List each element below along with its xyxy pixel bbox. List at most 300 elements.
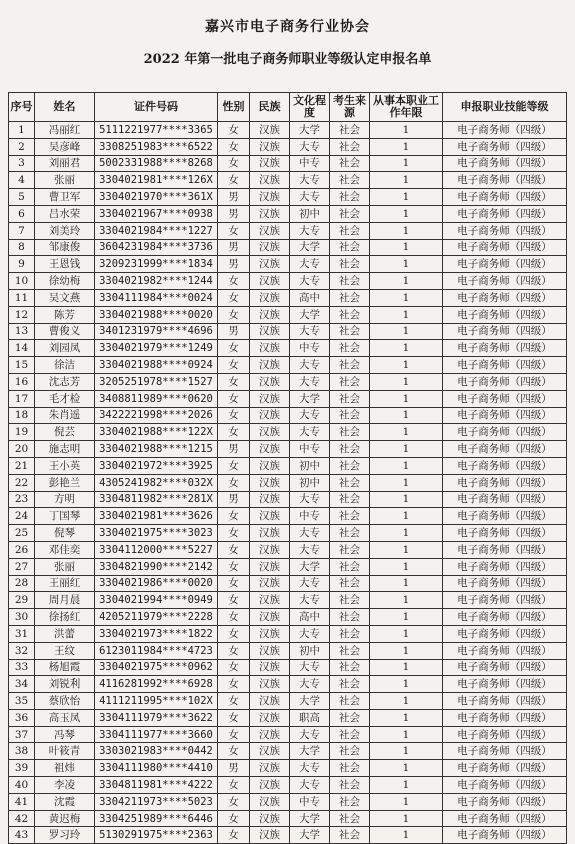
cell-ethnicity: 汉族 <box>250 441 290 458</box>
cell-ethnicity: 汉族 <box>250 827 290 844</box>
table-row <box>9 407 567 424</box>
cell-skill: 电子商务师（四级） <box>443 340 567 357</box>
cell-id: 3308251983****6522 <box>95 138 218 155</box>
cell-ethnicity: 汉族 <box>250 273 290 290</box>
cell-education: 大学 <box>290 239 330 256</box>
cell-ethnicity: 汉族 <box>250 205 290 222</box>
table-row <box>9 676 567 693</box>
cell-seq: 1 <box>9 122 35 139</box>
cell-years: 1 <box>370 760 443 777</box>
table-row <box>9 575 567 592</box>
cell-seq: 16 <box>9 373 35 390</box>
cell-seq: 9 <box>9 256 35 273</box>
cell-years: 1 <box>370 642 443 659</box>
cell-years: 1 <box>370 256 443 273</box>
cell-source: 社会 <box>330 726 370 743</box>
cell-source: 社会 <box>330 525 370 542</box>
cell-id: 3304021981****3626 <box>95 508 218 525</box>
cell-source: 社会 <box>330 659 370 676</box>
cell-source: 社会 <box>330 172 370 189</box>
cell-seq: 36 <box>9 709 35 726</box>
cell-education: 大学 <box>290 122 330 139</box>
cell-id: 3304021975****3023 <box>95 525 218 542</box>
cell-ethnicity: 汉族 <box>250 172 290 189</box>
cell-source: 社会 <box>330 642 370 659</box>
cell-skill: 电子商务师（四级） <box>443 122 567 139</box>
cell-seq: 40 <box>9 777 35 794</box>
cell-years: 1 <box>370 340 443 357</box>
cell-seq: 7 <box>9 222 35 239</box>
cell-seq: 5 <box>9 189 35 206</box>
cell-ethnicity: 汉族 <box>250 592 290 609</box>
cell-education: 职高 <box>290 709 330 726</box>
cell-seq: 30 <box>9 609 35 626</box>
cell-gender: 女 <box>218 558 250 575</box>
cell-gender: 女 <box>218 474 250 491</box>
cell-years: 1 <box>370 390 443 407</box>
cell-gender: 男 <box>218 256 250 273</box>
cell-name: 沈志芳 <box>35 373 95 390</box>
cell-source: 社会 <box>330 155 370 172</box>
cell-source: 社会 <box>330 760 370 777</box>
cell-skill: 电子商务师（四级） <box>443 659 567 676</box>
cell-ethnicity: 汉族 <box>250 743 290 760</box>
table-row <box>9 441 567 458</box>
cell-education: 大专 <box>290 625 330 642</box>
cell-years: 1 <box>370 373 443 390</box>
cell-skill: 电子商务师（四级） <box>443 760 567 777</box>
cell-skill: 电子商务师（四级） <box>443 525 567 542</box>
cell-gender: 女 <box>218 827 250 844</box>
cell-years: 1 <box>370 189 443 206</box>
cell-gender: 女 <box>218 340 250 357</box>
table-row <box>9 726 567 743</box>
cell-id: 3304021970****361X <box>95 189 218 206</box>
cell-education: 中专 <box>290 508 330 525</box>
cell-skill: 电子商务师（四级） <box>443 558 567 575</box>
cell-source: 社会 <box>330 373 370 390</box>
cell-gender: 女 <box>218 810 250 827</box>
cell-education: 大专 <box>290 541 330 558</box>
document-subtitle: 2022 年第一批电子商务师职业等级认定申报名单 <box>143 52 432 67</box>
cell-years: 1 <box>370 424 443 441</box>
cell-skill: 电子商务师（四级） <box>443 407 567 424</box>
cell-id: 3304021981****126X <box>95 172 218 189</box>
cell-source: 社会 <box>330 558 370 575</box>
cell-ethnicity: 汉族 <box>250 390 290 407</box>
cell-source: 社会 <box>330 592 370 609</box>
cell-seq: 14 <box>9 340 35 357</box>
cell-ethnicity: 汉族 <box>250 541 290 558</box>
table-row <box>9 155 567 172</box>
cell-gender: 女 <box>218 357 250 374</box>
cell-skill: 电子商务师（四级） <box>443 642 567 659</box>
cell-name: 张丽 <box>35 558 95 575</box>
cell-years: 1 <box>370 457 443 474</box>
cell-name: 刘园凤 <box>35 340 95 357</box>
cell-skill: 电子商务师（四级） <box>443 491 567 508</box>
cell-ethnicity: 汉族 <box>250 457 290 474</box>
cell-education: 大学 <box>290 558 330 575</box>
cell-gender: 女 <box>218 609 250 626</box>
table-row <box>9 642 567 659</box>
cell-years: 1 <box>370 810 443 827</box>
cell-name: 冯丽红 <box>35 122 95 139</box>
cell-education: 中专 <box>290 793 330 810</box>
cell-gender: 女 <box>218 693 250 710</box>
cell-education: 大专 <box>290 676 330 693</box>
cell-seq: 24 <box>9 508 35 525</box>
cell-ethnicity: 汉族 <box>250 424 290 441</box>
cell-id: 3304811981****4222 <box>95 777 218 794</box>
cell-name: 朱肖遥 <box>35 407 95 424</box>
cell-name: 刘丽君 <box>35 155 95 172</box>
cell-source: 社会 <box>330 709 370 726</box>
cell-seq: 17 <box>9 390 35 407</box>
cell-source: 社会 <box>330 222 370 239</box>
cell-education: 大专 <box>290 138 330 155</box>
cell-seq: 20 <box>9 441 35 458</box>
cell-education: 大专 <box>290 760 330 777</box>
cell-seq: 4 <box>9 172 35 189</box>
table-row <box>9 625 567 642</box>
header-source: 考生来源 <box>330 93 370 122</box>
cell-gender: 女 <box>218 709 250 726</box>
cell-ethnicity: 汉族 <box>250 122 290 139</box>
cell-skill: 电子商务师（四级） <box>443 609 567 626</box>
cell-name: 罗习玲 <box>35 827 95 844</box>
table-row <box>9 373 567 390</box>
cell-ethnicity: 汉族 <box>250 777 290 794</box>
cell-seq: 27 <box>9 558 35 575</box>
cell-ethnicity: 汉族 <box>250 709 290 726</box>
table-row <box>9 306 567 323</box>
cell-years: 1 <box>370 205 443 222</box>
cell-id: 3422221998****2026 <box>95 407 218 424</box>
header-years: 从事本职业工作年限 <box>370 93 443 122</box>
cell-source: 社会 <box>330 625 370 642</box>
cell-name: 邓佳奕 <box>35 541 95 558</box>
cell-gender: 女 <box>218 289 250 306</box>
cell-ethnicity: 汉族 <box>250 525 290 542</box>
cell-skill: 电子商务师（四级） <box>443 474 567 491</box>
cell-skill: 电子商务师（四级） <box>443 357 567 374</box>
table-row <box>9 693 567 710</box>
cell-seq: 3 <box>9 155 35 172</box>
table-row <box>9 256 567 273</box>
cell-gender: 女 <box>218 155 250 172</box>
table-row <box>9 222 567 239</box>
cell-education: 初中 <box>290 642 330 659</box>
cell-years: 1 <box>370 222 443 239</box>
cell-years: 1 <box>370 407 443 424</box>
cell-id: 3304021988****0020 <box>95 306 218 323</box>
cell-id: 5002331988****8268 <box>95 155 218 172</box>
cell-ethnicity: 汉族 <box>250 138 290 155</box>
cell-id: 3304211973****5023 <box>95 793 218 810</box>
cell-source: 社会 <box>330 541 370 558</box>
table-row <box>9 424 567 441</box>
cell-seq: 8 <box>9 239 35 256</box>
cell-id: 3304021972****3925 <box>95 457 218 474</box>
cell-seq: 22 <box>9 474 35 491</box>
cell-id: 3304112000****5227 <box>95 541 218 558</box>
cell-name: 洪蕾 <box>35 625 95 642</box>
cell-years: 1 <box>370 726 443 743</box>
cell-seq: 26 <box>9 541 35 558</box>
table-header-row <box>9 93 567 122</box>
cell-source: 社会 <box>330 676 370 693</box>
cell-id: 4111211995****102X <box>95 693 218 710</box>
cell-id: 5130291975****2363 <box>95 827 218 844</box>
table-row <box>9 122 567 139</box>
cell-gender: 女 <box>218 508 250 525</box>
cell-years: 1 <box>370 827 443 844</box>
cell-years: 1 <box>370 693 443 710</box>
cell-seq: 34 <box>9 676 35 693</box>
cell-skill: 电子商务师（四级） <box>443 457 567 474</box>
cell-source: 社会 <box>330 122 370 139</box>
cell-ethnicity: 汉族 <box>250 340 290 357</box>
cell-name: 王纹 <box>35 642 95 659</box>
cell-skill: 电子商务师（四级） <box>443 676 567 693</box>
cell-name: 王小英 <box>35 457 95 474</box>
cell-source: 社会 <box>330 793 370 810</box>
cell-skill: 电子商务师（四级） <box>443 155 567 172</box>
cell-gender: 女 <box>218 424 250 441</box>
cell-education: 初中 <box>290 205 330 222</box>
header-skill: 申报职业技能等级 <box>443 93 567 122</box>
applicant-table <box>8 92 567 844</box>
cell-seq: 13 <box>9 323 35 340</box>
cell-ethnicity: 汉族 <box>250 306 290 323</box>
cell-name: 彭艳兰 <box>35 474 95 491</box>
cell-source: 社会 <box>330 256 370 273</box>
cell-name: 徐幼梅 <box>35 273 95 290</box>
cell-source: 社会 <box>330 693 370 710</box>
table-row <box>9 558 567 575</box>
cell-skill: 电子商务师（四级） <box>443 289 567 306</box>
table-row <box>9 541 567 558</box>
table-row <box>9 239 567 256</box>
cell-gender: 男 <box>218 239 250 256</box>
cell-id: 3304021979****1249 <box>95 340 218 357</box>
cell-education: 大专 <box>290 592 330 609</box>
cell-id: 6123011984****4723 <box>95 642 218 659</box>
cell-source: 社会 <box>330 575 370 592</box>
cell-skill: 电子商务师（四级） <box>443 222 567 239</box>
cell-seq: 35 <box>9 693 35 710</box>
cell-ethnicity: 汉族 <box>250 810 290 827</box>
header-education: 文化程度 <box>290 93 330 122</box>
table-row <box>9 205 567 222</box>
cell-ethnicity: 汉族 <box>250 189 290 206</box>
cell-source: 社会 <box>330 323 370 340</box>
cell-id: 3304021967****0938 <box>95 205 218 222</box>
cell-ethnicity: 汉族 <box>250 289 290 306</box>
cell-years: 1 <box>370 777 443 794</box>
cell-gender: 男 <box>218 441 250 458</box>
cell-ethnicity: 汉族 <box>250 659 290 676</box>
cell-skill: 电子商务师（四级） <box>443 726 567 743</box>
cell-education: 中专 <box>290 340 330 357</box>
cell-years: 1 <box>370 575 443 592</box>
cell-source: 社会 <box>330 743 370 760</box>
cell-skill: 电子商务师（四级） <box>443 373 567 390</box>
cell-education: 大专 <box>290 726 330 743</box>
cell-gender: 女 <box>218 390 250 407</box>
cell-name: 曹卫军 <box>35 189 95 206</box>
cell-ethnicity: 汉族 <box>250 508 290 525</box>
cell-gender: 女 <box>218 592 250 609</box>
cell-education: 大专 <box>290 323 330 340</box>
cell-seq: 38 <box>9 743 35 760</box>
table-row <box>9 172 567 189</box>
cell-education: 大学 <box>290 827 330 844</box>
cell-ethnicity: 汉族 <box>250 793 290 810</box>
cell-source: 社会 <box>330 491 370 508</box>
table-row <box>9 777 567 794</box>
header-name: 姓名 <box>35 93 95 122</box>
cell-skill: 电子商务师（四级） <box>443 827 567 844</box>
table-row <box>9 390 567 407</box>
cell-gender: 女 <box>218 172 250 189</box>
cell-name: 沈霞 <box>35 793 95 810</box>
cell-seq: 25 <box>9 525 35 542</box>
cell-ethnicity: 汉族 <box>250 642 290 659</box>
cell-education: 大专 <box>290 525 330 542</box>
table-row <box>9 760 567 777</box>
table-row <box>9 827 567 844</box>
cell-education: 中专 <box>290 155 330 172</box>
cell-seq: 41 <box>9 793 35 810</box>
cell-gender: 女 <box>218 625 250 642</box>
cell-education: 大学 <box>290 390 330 407</box>
cell-id: 3304021988****0924 <box>95 357 218 374</box>
cell-years: 1 <box>370 609 443 626</box>
table-row <box>9 793 567 810</box>
cell-seq: 18 <box>9 407 35 424</box>
cell-id: 5111221977****3365 <box>95 122 218 139</box>
cell-years: 1 <box>370 138 443 155</box>
cell-ethnicity: 汉族 <box>250 474 290 491</box>
cell-education: 大专 <box>290 373 330 390</box>
cell-years: 1 <box>370 709 443 726</box>
cell-id: 3304111984****0024 <box>95 289 218 306</box>
cell-ethnicity: 汉族 <box>250 575 290 592</box>
cell-seq: 21 <box>9 457 35 474</box>
cell-id: 3304821990****2142 <box>95 558 218 575</box>
cell-years: 1 <box>370 474 443 491</box>
cell-name: 张丽 <box>35 172 95 189</box>
cell-source: 社会 <box>330 205 370 222</box>
cell-ethnicity: 汉族 <box>250 693 290 710</box>
cell-education: 大专 <box>290 575 330 592</box>
cell-ethnicity: 汉族 <box>250 357 290 374</box>
cell-skill: 电子商务师（四级） <box>443 138 567 155</box>
cell-source: 社会 <box>330 289 370 306</box>
cell-name: 冯琴 <box>35 726 95 743</box>
cell-education: 大专 <box>290 777 330 794</box>
cell-id: 3304111977****3660 <box>95 726 218 743</box>
cell-skill: 电子商务师（四级） <box>443 189 567 206</box>
table-row <box>9 457 567 474</box>
cell-gender: 女 <box>218 457 250 474</box>
cell-gender: 女 <box>218 407 250 424</box>
cell-id: 3304021994****0949 <box>95 592 218 609</box>
cell-source: 社会 <box>330 777 370 794</box>
cell-education: 初中 <box>290 474 330 491</box>
cell-gender: 男 <box>218 189 250 206</box>
cell-id: 3401231979****4696 <box>95 323 218 340</box>
cell-skill: 电子商务师（四级） <box>443 575 567 592</box>
cell-years: 1 <box>370 592 443 609</box>
cell-gender: 女 <box>218 726 250 743</box>
cell-education: 大学 <box>290 306 330 323</box>
cell-source: 社会 <box>330 508 370 525</box>
cell-seq: 11 <box>9 289 35 306</box>
table-row <box>9 592 567 609</box>
cell-years: 1 <box>370 172 443 189</box>
cell-education: 大学 <box>290 693 330 710</box>
cell-id: 4305241982****032X <box>95 474 218 491</box>
cell-years: 1 <box>370 306 443 323</box>
cell-years: 1 <box>370 558 443 575</box>
cell-name: 刘美玲 <box>35 222 95 239</box>
cell-name: 刘锐利 <box>35 676 95 693</box>
cell-id: 3304251989****6446 <box>95 810 218 827</box>
cell-gender: 女 <box>218 793 250 810</box>
cell-seq: 33 <box>9 659 35 676</box>
header-gender: 性别 <box>218 93 250 122</box>
cell-name: 方明 <box>35 491 95 508</box>
cell-id: 3304111979****3622 <box>95 709 218 726</box>
cell-ethnicity: 汉族 <box>250 760 290 777</box>
table-row <box>9 659 567 676</box>
cell-name: 王恩钱 <box>35 256 95 273</box>
cell-skill: 电子商务师（四级） <box>443 743 567 760</box>
cell-id: 3604231984****3736 <box>95 239 218 256</box>
cell-gender: 男 <box>218 491 250 508</box>
cell-id: 3304021986****0020 <box>95 575 218 592</box>
cell-education: 大专 <box>290 491 330 508</box>
cell-years: 1 <box>370 793 443 810</box>
cell-skill: 电子商务师（四级） <box>443 172 567 189</box>
cell-name: 祖炜 <box>35 760 95 777</box>
cell-years: 1 <box>370 357 443 374</box>
cell-source: 社会 <box>330 306 370 323</box>
cell-name: 毛才检 <box>35 390 95 407</box>
cell-years: 1 <box>370 122 443 139</box>
cell-name: 蔡欣怡 <box>35 693 95 710</box>
cell-skill: 电子商务师（四级） <box>443 541 567 558</box>
cell-seq: 39 <box>9 760 35 777</box>
cell-name: 陈芳 <box>35 306 95 323</box>
cell-name: 倪芸 <box>35 424 95 441</box>
cell-source: 社会 <box>330 827 370 844</box>
cell-name: 曹俊义 <box>35 323 95 340</box>
cell-id: 3304021973****1822 <box>95 625 218 642</box>
cell-gender: 女 <box>218 306 250 323</box>
table-row <box>9 525 567 542</box>
cell-ethnicity: 汉族 <box>250 323 290 340</box>
cell-ethnicity: 汉族 <box>250 239 290 256</box>
cell-education: 大学 <box>290 743 330 760</box>
cell-education: 大专 <box>290 172 330 189</box>
cell-years: 1 <box>370 659 443 676</box>
cell-ethnicity: 汉族 <box>250 373 290 390</box>
cell-source: 社会 <box>330 609 370 626</box>
